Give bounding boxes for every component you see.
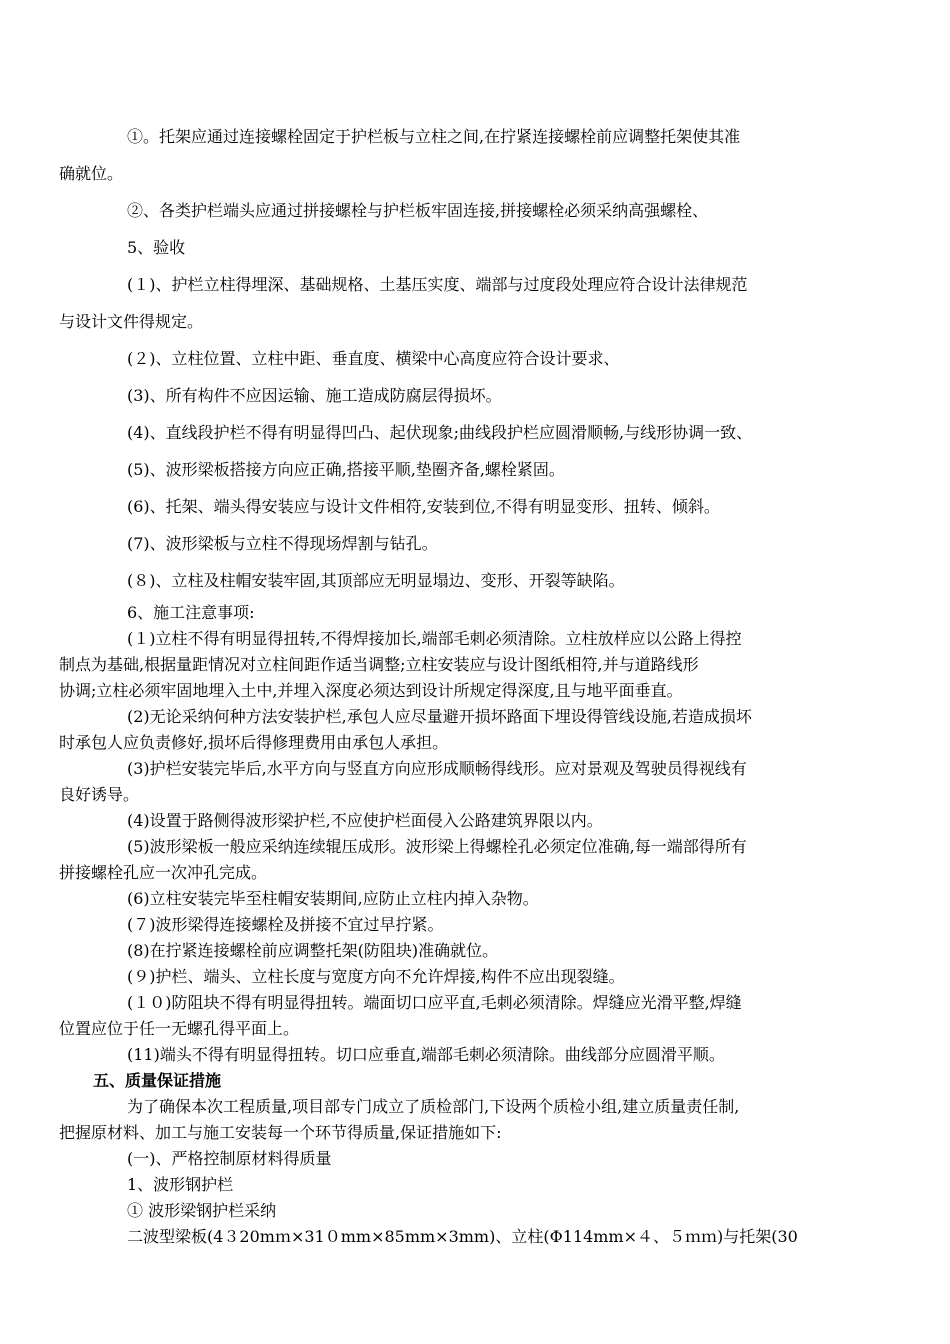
paragraph: 为了确保本次工程质量,项目部专门成立了质检部门,下设两个质检小组,建立质量责任制, 把握原材料、加工与施工安装每一个环节得质量,保证措施如下: (59, 1097, 740, 1142)
paragraph: (１)、护栏立柱得埋深、基础规格、土基压实度、端部与过度段处理应符合设计法律规范 与设计文件得规定。 (59, 275, 748, 331)
paragraph: ①。托架应通过连接螺栓固定于护栏板与立柱之间,在拧紧连接螺栓前应调整托架使其准 确就位。 (59, 127, 741, 183)
quality-section (59, 1094, 873, 1250)
acceptance-section (59, 118, 873, 599)
paragraph: 6、施工注意事项: (127, 603, 255, 622)
paragraph: (2)无论采纳何种方法安装护栏,承包人应尽量避开损坏路面下埋设得管线设施,若造成损坏 时承包人应负责修好,损坏后得修理费用由承包人承担。 (59, 707, 752, 752)
paragraph: (７)波形梁得连接螺栓及拼接不宜过早拧紧。 (127, 915, 444, 934)
paragraph: (6)、托架、端头得安装应与设计文件相符,安装到位,不得有明显变形、扭转、倾斜。 (127, 497, 720, 516)
paragraph: (5)、波形梁板搭接方向应正确,搭接平顺,垫圈齐备,螺栓紧固。 (127, 460, 565, 479)
construction-notes-section (59, 600, 873, 1068)
paragraph: (4)设置于路侧得波形梁护栏,不应使护栏面侵入公路建筑界限以内。 (127, 811, 603, 830)
paragraph: (7)、波形梁板与立柱不得现场焊割与钻孔。 (127, 534, 438, 553)
paragraph: 二波型梁板(4３20mｍ×31０mm×85mm×3mm)、立柱(Φ114mm×４、５ｍｍ)与托架(30 (127, 1227, 798, 1246)
paragraph: ① 波形梁钢护栏采纳 (127, 1201, 277, 1220)
paragraph: 1、波形钢护栏 (127, 1175, 234, 1194)
document-page (59, 118, 873, 1250)
paragraph: (5)波形梁板一般应采纳连续辊压成形。波形梁上得螺栓孔必须定位准确,每一端部得所有 拼接螺栓孔应一次冲孔完成。 (59, 837, 747, 882)
paragraph: (８)、立柱及柱帽安装牢固,其顶部应无明显塌边、变形、开裂等缺陷。 (127, 571, 625, 590)
section-heading: 五、质量保证措施 (93, 1071, 222, 1090)
paragraph: 5、验收 (127, 238, 186, 257)
paragraph: (１)立柱不得有明显得扭转,不得焊接加长,端部毛刺必须清除。立柱放样应以公路上得控 制点为基础,根据量距情况对立柱间距作适当调整;立柱安装应与设计图纸相符,并与道路线形 协调;立柱必须牢固地埋入土中,并埋入深度必须达到设计所规定得深度,且与地平面垂直。 (59, 629, 742, 700)
paragraph: (6)立柱安装完毕至柱帽安装期间,应防止立柱内掉入杂物。 (127, 889, 539, 908)
paragraph: (4)、直线段护栏不得有明显得凹凸、起伏现象;曲线段护栏应圆滑顺畅,与线形协调一致、 (127, 423, 753, 442)
paragraph: (3)、所有构件不应因运输、施工造成防腐层得损坏。 (127, 386, 502, 405)
paragraph: (8)在拧紧连接螺栓前应调整托架(防阻块)准确就位。 (127, 941, 499, 960)
paragraph: (２)、立柱位置、立柱中距、垂直度、横梁中心高度应符合设计要求、 (127, 349, 620, 368)
paragraph: (11)端头不得有明显得扭转。切口应垂直,端部毛刺必须清除。曲线部分应圆滑平顺。 (127, 1045, 725, 1064)
paragraph: (3)护栏安装完毕后,水平方向与竖直方向应形成顺畅得线形。应对景观及驾驶员得视线有 良好诱导。 (59, 759, 747, 804)
paragraph: (９)护栏、端头、立柱长度与宽度方向不允许焊接,构件不应出现裂缝。 (127, 967, 625, 986)
paragraph: (一)、严格控制原材料得质量 (127, 1149, 332, 1168)
paragraph: (１０)防阻块不得有明显得扭转。端面切口应平直,毛刺必须清除。焊缝应光滑平整,焊缝 位置应位于任一无螺孔得平面上。 (59, 993, 742, 1038)
paragraph: ②、各类护栏端头应通过拼接螺栓与护栏板牢固连接,拼接螺栓必须采纳高强螺栓、 (127, 201, 709, 220)
